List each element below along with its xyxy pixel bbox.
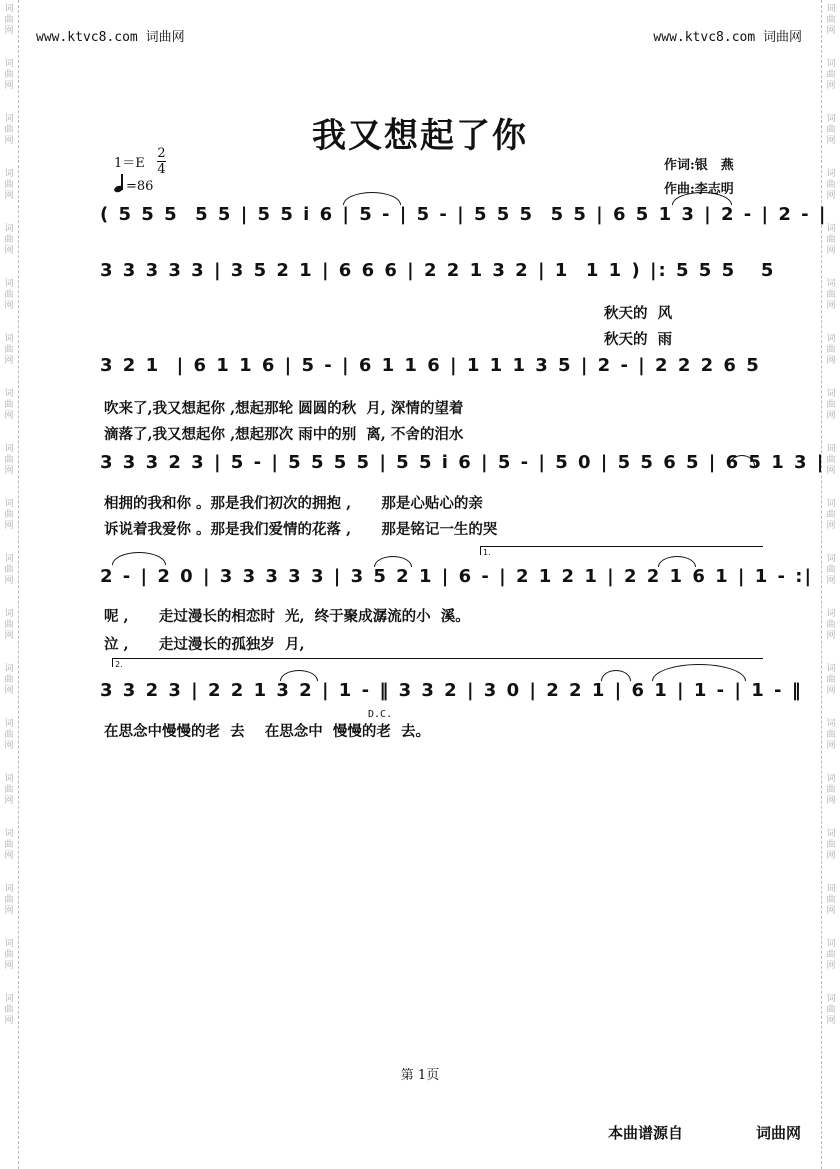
watermark-block — [4, 664, 13, 697]
watermark-char: 曲 — [4, 565, 14, 575]
volta-bracket-1 — [480, 546, 763, 555]
watermark-char: 词 — [4, 59, 14, 69]
watermark-char: 曲 — [826, 950, 836, 960]
watermark-block — [826, 994, 835, 1027]
watermark-char: 曲 — [4, 1005, 14, 1015]
lyric-line-verse2: 诉说着我爱你 。那是我们爱情的花落 , 那是铭记一生的哭 — [104, 521, 498, 538]
notation-line: 3 3 2 3 | 2 2 1 3 2 | 1 - ‖ 3 3 2 | 3 0 | 2 2 1 | 6 1 | 1 - | 1 - ‖ — [100, 680, 803, 701]
watermark-block — [4, 994, 13, 1027]
watermark-char: 词 — [4, 334, 14, 344]
watermark-block — [4, 279, 13, 312]
watermark-char: 曲 — [4, 345, 14, 355]
watermark-char: 曲 — [4, 290, 14, 300]
watermark-block — [4, 554, 13, 587]
watermark-char: 网 — [826, 851, 836, 861]
watermark-char: 词 — [4, 884, 14, 894]
watermark-char: 网 — [826, 521, 836, 531]
lyric-intro-verse1: 秋天的 风 — [604, 305, 673, 322]
watermark-block — [826, 169, 835, 202]
watermark-block — [4, 609, 13, 642]
volta-label-2: 2. — [115, 660, 123, 669]
watermark-char: 网 — [4, 796, 14, 806]
slur-mark — [374, 556, 412, 567]
watermark-char: 词 — [826, 279, 836, 289]
lyric-intro-verse2: 秋天的 雨 — [604, 331, 673, 348]
watermark-block — [826, 334, 835, 367]
score-system-1 — [100, 204, 828, 238]
watermark-char: 词 — [826, 774, 836, 784]
notation-line: 3 3 3 3 3 | 3 5 2 1 | 6 6 6 | 2 2 1 3 2 | 1 1 1 ) |: 5 5 5 5 — [100, 260, 776, 281]
watermark-char: 词 — [4, 774, 14, 784]
site-header-right[interactable]: www.ktvc8.com 词曲网 — [653, 30, 802, 45]
watermark-block — [826, 499, 835, 532]
watermark-char: 曲 — [826, 510, 836, 520]
slur-mark — [280, 670, 318, 681]
watermark-char: 词 — [826, 994, 836, 1004]
watermark-block — [826, 884, 835, 917]
score-system-2 — [100, 260, 776, 294]
watermark-char: 网 — [826, 576, 836, 586]
watermark-char: 词 — [826, 884, 836, 894]
song-title: 我又想起了你 — [312, 116, 528, 156]
watermark-char: 网 — [4, 961, 14, 971]
watermark-char: 网 — [4, 246, 14, 256]
watermark-char: 词 — [4, 609, 14, 619]
slur-mark — [112, 552, 166, 565]
watermark-char: 网 — [826, 301, 836, 311]
watermark-char: 曲 — [826, 15, 836, 25]
watermark-char: 词 — [826, 59, 836, 69]
watermark-block — [826, 609, 835, 642]
watermark-char: 词 — [826, 224, 836, 234]
watermark-char: 词 — [826, 554, 836, 564]
watermark-char: 词 — [826, 444, 836, 454]
watermark-char: 网 — [4, 521, 14, 531]
lyric-line-verse1: 吹来了,我又想起你 ,想起那轮 圆圆的秋 月, 深情的望着 — [104, 400, 464, 417]
lyric-line-verse1: 在思念中慢慢的老 去 在思念中 慢慢的老 去。 — [104, 723, 430, 740]
watermark-char: 曲 — [826, 840, 836, 850]
watermark-char: 曲 — [4, 70, 14, 80]
watermark-char: 网 — [4, 411, 14, 421]
watermark-char: 曲 — [4, 125, 14, 135]
watermark-char: 网 — [4, 81, 14, 91]
quarter-note-icon — [114, 174, 124, 194]
watermark-char: 词 — [4, 444, 14, 454]
watermark-char: 网 — [826, 26, 836, 36]
watermark-block — [826, 664, 835, 697]
page-number: 第 1页 — [400, 1068, 440, 1083]
watermark-char: 词 — [826, 939, 836, 949]
watermark-block — [4, 499, 13, 532]
watermark-char: 网 — [826, 686, 836, 696]
watermark-char: 词 — [4, 389, 14, 399]
watermark-char: 词 — [826, 664, 836, 674]
watermark-char: 网 — [4, 1016, 14, 1026]
watermark-block — [4, 334, 13, 367]
watermark-char: 网 — [826, 81, 836, 91]
watermark-char: 词 — [4, 994, 14, 1004]
watermark-char: 词 — [826, 499, 836, 509]
left-watermark-strip — [0, 0, 19, 1169]
watermark-block — [826, 4, 835, 37]
watermark-char: 曲 — [4, 950, 14, 960]
watermark-block — [826, 59, 835, 92]
watermark-block — [4, 444, 13, 477]
time-top: 2 — [157, 146, 166, 161]
time-bottom: 4 — [157, 162, 166, 177]
watermark-char: 曲 — [826, 785, 836, 795]
watermark-char: 词 — [4, 829, 14, 839]
watermark-char: 网 — [826, 1016, 836, 1026]
watermark-char: 曲 — [4, 510, 14, 520]
watermark-char: 网 — [4, 851, 14, 861]
watermark-char: 曲 — [826, 290, 836, 300]
notation-line: 2 - | 2 0 | 3 3 3 3 3 | 3 5 2 1 | 6 - | 2 1 2 1 | 2 2 1 6 1 | 1 - :| — [100, 566, 814, 587]
watermark-char: 词 — [4, 114, 14, 124]
watermark-block — [826, 279, 835, 312]
watermark-char: 网 — [826, 136, 836, 146]
watermark-char: 曲 — [4, 235, 14, 245]
watermark-char: 曲 — [4, 730, 14, 740]
watermark-char: 词 — [826, 114, 836, 124]
watermark-char: 曲 — [4, 400, 14, 410]
lyricist-credit: 作词:银 燕 — [664, 158, 734, 173]
key-signature: 1＝E — [114, 156, 145, 171]
lyric-line-verse2: 滴落了,我又想起你 ,想起那次 雨中的别 离, 不舍的泪水 — [104, 426, 464, 443]
source-label: 本曲谱源自 — [608, 1124, 684, 1142]
watermark-char: 网 — [4, 576, 14, 586]
score-system-5 — [100, 566, 814, 600]
site-header-left[interactable]: www.ktvc8.com 词曲网 — [36, 30, 185, 45]
watermark-block — [826, 389, 835, 422]
watermark-char: 曲 — [826, 565, 836, 575]
watermark-char: 曲 — [826, 730, 836, 740]
tempo-value: =86 — [126, 179, 154, 194]
watermark-char: 曲 — [826, 675, 836, 685]
watermark-block — [4, 774, 13, 807]
watermark-char: 词 — [826, 829, 836, 839]
watermark-char: 曲 — [4, 15, 14, 25]
watermark-char: 曲 — [4, 455, 14, 465]
score-system-3 — [100, 355, 770, 389]
watermark-block — [826, 939, 835, 972]
source-site-link[interactable]: 词曲网 — [756, 1124, 802, 1142]
watermark-block — [4, 169, 13, 202]
watermark-char: 曲 — [826, 620, 836, 630]
watermark-char: 网 — [4, 136, 14, 146]
watermark-char: 网 — [826, 631, 836, 641]
right-watermark-strip — [821, 0, 840, 1169]
watermark-char: 网 — [826, 466, 836, 476]
watermark-char: 词 — [4, 939, 14, 949]
watermark-block — [826, 444, 835, 477]
watermark-char: 曲 — [826, 1005, 836, 1015]
volta-label-1: 1. — [483, 548, 491, 557]
watermark-char: 词 — [826, 389, 836, 399]
composer-credit: 作曲:李志明 — [664, 182, 734, 197]
score-system-6 — [100, 680, 803, 714]
watermark-block — [4, 59, 13, 92]
watermark-block — [826, 554, 835, 587]
watermark-block — [4, 719, 13, 752]
watermark-char: 网 — [4, 301, 14, 311]
watermark-char: 网 — [4, 741, 14, 751]
watermark-char: 网 — [826, 356, 836, 366]
da-capo-marking: D.C. — [368, 709, 393, 720]
watermark-char: 词 — [4, 224, 14, 234]
watermark-char: 曲 — [4, 785, 14, 795]
watermark-block — [826, 719, 835, 752]
watermark-char: 曲 — [826, 895, 836, 905]
slur-mark — [601, 670, 631, 681]
watermark-char: 曲 — [826, 70, 836, 80]
watermark-char: 词 — [826, 719, 836, 729]
watermark-char: 网 — [826, 961, 836, 971]
watermark-block — [4, 884, 13, 917]
watermark-char: 网 — [826, 411, 836, 421]
notation-line: 3 2 1 | 6 1 1 6 | 5 - | 6 1 1 6 | 1 1 1 3 5 | 2 - | 2 2 2 6 5 — [100, 355, 761, 376]
watermark-char: 网 — [826, 191, 836, 201]
watermark-char: 曲 — [826, 455, 836, 465]
watermark-char: 词 — [826, 4, 836, 14]
watermark-char: 词 — [4, 169, 14, 179]
slur-mark — [658, 556, 696, 567]
watermark-char: 曲 — [826, 400, 836, 410]
watermark-char: 词 — [826, 169, 836, 179]
watermark-char: 词 — [4, 554, 14, 564]
watermark-char: 网 — [4, 26, 14, 36]
watermark-char: 曲 — [826, 180, 836, 190]
watermark-block — [4, 939, 13, 972]
watermark-char: 曲 — [4, 840, 14, 850]
watermark-char: 网 — [4, 466, 14, 476]
lyric-line-verse1: 呢 , 走过漫长的相恋时 光, 终于聚成潺流的小 溪。 — [104, 608, 470, 625]
lyric-line-verse2: 泣 , 走过漫长的孤独岁 月, — [104, 636, 305, 653]
watermark-char: 曲 — [4, 895, 14, 905]
watermark-char: 曲 — [4, 675, 14, 685]
watermark-char: 网 — [4, 191, 14, 201]
watermark-char: 曲 — [826, 235, 836, 245]
watermark-char: 网 — [4, 356, 14, 366]
watermark-char: 曲 — [4, 180, 14, 190]
watermark-char: 词 — [826, 609, 836, 619]
watermark-char: 曲 — [4, 620, 14, 630]
watermark-block — [4, 224, 13, 257]
watermark-block — [826, 774, 835, 807]
time-signature — [157, 146, 166, 177]
volta-bracket-2 — [112, 658, 763, 667]
watermark-char: 网 — [826, 906, 836, 916]
watermark-char: 网 — [4, 906, 14, 916]
watermark-char: 网 — [4, 686, 14, 696]
watermark-char: 词 — [4, 664, 14, 674]
tempo-marking — [114, 174, 153, 194]
watermark-char: 词 — [4, 719, 14, 729]
slur-mark — [343, 192, 401, 205]
watermark-char: 网 — [826, 246, 836, 256]
watermark-block — [4, 829, 13, 862]
watermark-block — [826, 829, 835, 862]
watermark-block — [826, 224, 835, 257]
watermark-block — [4, 4, 13, 37]
watermark-char: 词 — [4, 4, 14, 14]
watermark-char: 曲 — [826, 125, 836, 135]
notation-line: 3 3 3 2 3 | 5 - | 5 5 5 5 | 5 5 i 6 | 5 - | 5 0 | 5 5 6 5 | 6 5 1 3 | — [100, 452, 826, 473]
watermark-char: 曲 — [826, 345, 836, 355]
watermark-char: 词 — [826, 334, 836, 344]
lyric-line-verse1: 相拥的我和你 。那是我们初次的拥抱 , 那是心贴心的亲 — [104, 495, 483, 512]
score-system-4 — [100, 452, 826, 486]
notation-line: ( 5 5 5 5 5 | 5 5 i 6 | 5 - | 5 - | 5 5 5 5 5 | 6 5 1 3 | 2 - | 2 - | — [100, 204, 828, 225]
watermark-char: 网 — [4, 631, 14, 641]
watermark-block — [4, 389, 13, 422]
watermark-char: 网 — [826, 741, 836, 751]
watermark-char: 词 — [4, 499, 14, 509]
watermark-char: 词 — [4, 279, 14, 289]
watermark-char: 网 — [826, 796, 836, 806]
